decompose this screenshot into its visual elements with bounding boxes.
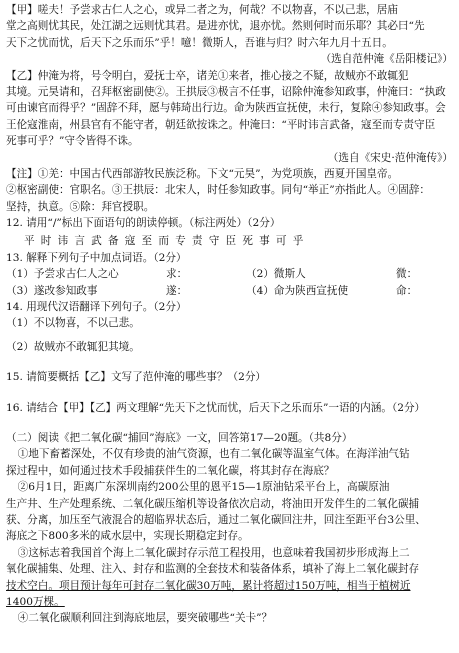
note-line: 【注】①羌：中国古代西部游牧民族泛称。下文“元昊”，为党项族，西夏开国皇帝。 <box>6 168 399 181</box>
question-13-row <box>6 266 453 282</box>
question-12-sentence: 平时讳言武备寇至而专责守臣死事可乎 <box>24 234 310 247</box>
paragraph-line: 海底之下800多米的咸水层中，实现长期稳定封存。 <box>6 530 249 543</box>
passage-jia-line: 堂之高则忧其民，处江湖之远则忧其君。是进亦忧，退亦忧。然则何时而乐耶？其必曰“先 <box>6 20 425 33</box>
passage-jia-line: 天下之忧而忧，后天下之乐而乐”乎！噫！微斯人，吾谁与归？时六年九月十五日。 <box>6 36 393 49</box>
question-14-item: （2）故贼亦不敢辄犯其境。 <box>6 340 140 353</box>
paragraph-line: 探过程中，如何通过技术手段捕获伴生的二氧化碳，将其封存在海底？ <box>6 464 335 477</box>
question-13: 13. 解释下列句子中加点词语。（2分） <box>6 251 187 264</box>
paragraph-line: ①地下畜蓄深处，不仅有珍贵的油气资源，也有二氧化碳等温室气体。在海洋油气钻 <box>17 448 410 461</box>
question-13-row <box>6 283 453 299</box>
section-2-paragraph-3 <box>6 545 453 611</box>
note-line: ②枢密副使：官职名。③王拱辰：北宋人，时任参知政事。同句“举正”亦指此人。④固辞： <box>6 184 430 197</box>
section-2-paragraph-4: ④二氧化碳顺利回注到海底地层，要突破哪些“关卡”？ <box>17 612 273 625</box>
question-12: 12. 请用“/”标出下面语句的朗读停顿。（标注两处）（2分） <box>6 217 281 230</box>
passage-yi-line: 王伦寇淮南，州县官有不能守者，朝廷欲按诛之。仲淹曰：“平时讳言武备，寇至而专责守臣 <box>6 118 436 131</box>
paragraph-line-underlined: 1400万棵。 <box>6 596 65 608</box>
paragraph-line-underlined: 技术空白。项目预计每年可封存二氧化碳30万吨，累计将超过150万吨，相当于植树近 <box>6 579 411 592</box>
q13-item-text: （2）微斯人 <box>246 268 306 281</box>
question-16: 16. 请结合【甲】【乙】两文理解“先天下之忧而忧，后天下之乐而乐”一语的内涵。（2分） <box>6 401 426 414</box>
exam-page <box>6 2 453 627</box>
passage-jia-source: （选自范仲淹《岳阳楼记》） <box>320 53 453 66</box>
q13-item-word: 求： <box>166 268 188 281</box>
q13-item-text: （3）遂改参知政事 <box>6 284 98 297</box>
paragraph-line: ②6月1日，距离广东深圳南约200公里的恩平15—1原油钻采平台上，高碳原油 <box>17 481 390 494</box>
paragraph-line: 获、分离，加压至气液混合的超临界状态后，通过二氧化碳回注井，回注至距平台3公里、 <box>6 513 426 526</box>
passage-yi-line: 【乙】仲淹为将，号令明白，爱抚士卒，诸羌①来者，推心接之不疑，故贼亦不敢辄犯 <box>6 69 409 82</box>
passage-yi-line: 死事可乎？”守令皆得不诛。 <box>6 135 139 148</box>
passage-yi-line: 其境。元昊请和，召拜枢密副使②。王拱辰③极言不任事，诏除仲淹参知政事，仲淹曰：“执政 <box>6 86 446 99</box>
section-2-paragraph-2 <box>6 479 453 545</box>
paragraph-line: ③这标志着我国首个海上二氧化碳封存示范工程投用，也意味着我国初步形成海上二 <box>17 546 410 559</box>
q13-item-word: 遂： <box>166 284 188 297</box>
section-2-paragraph-1 <box>6 446 453 479</box>
note-line: 坚持，执意。⑤除：拜官授职。 <box>6 200 155 213</box>
paragraph-line: 生产井、生产处理系统、二氧化碳压缩机等设备依次启动，将油田开发伴生的二氧化碳捕 <box>6 497 420 510</box>
question-15: 15. 请简要概括【乙】文写了范仲淹的哪些事？（2分） <box>6 371 267 384</box>
passage-jia <box>6 2 453 68</box>
passage-yi-line: 可由谏官而得乎？”固辞不拜，愿与韩琦出行边。命为陕西宣抚使，未行，复除④参知政事。会 <box>6 102 446 115</box>
paragraph-line: 氧化碳捕集、处理、注入、封存和监测的全套技术和装备体系，填补了海上二氧化碳封存 <box>6 563 420 576</box>
q13-item-text: （4）命为陕西宣抚使 <box>246 284 349 297</box>
section-2-heading: （二）阅读《把二氧化碳“捕回”海底》一文，回答第17—20题。（共8分） <box>6 431 353 444</box>
q13-item-word: 命： <box>396 284 418 297</box>
notes <box>6 166 453 215</box>
q13-item-text: （1）予尝求古仁人之心 <box>6 268 119 281</box>
question-14-item: （1）不以物喜，不以己悲。 <box>6 317 140 330</box>
passage-jia-line: 【甲】嗟夫！予尝求古仁人之心，或异二者之为，何哉？不以物喜，不以己悲，居庙 <box>6 4 398 16</box>
passage-yi-source: （选自《宋史·范仲淹传》） <box>327 151 453 164</box>
passage-yi <box>6 68 453 166</box>
question-14: 14. 用现代汉语翻译下列句子。（2分） <box>6 300 187 313</box>
q13-item-word: 微： <box>396 268 418 281</box>
